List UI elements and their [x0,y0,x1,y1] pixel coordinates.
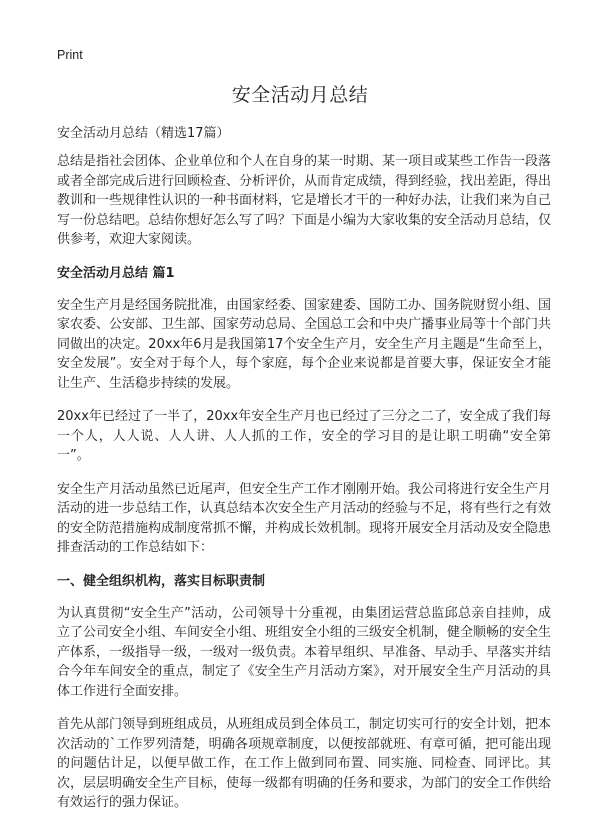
body-paragraph: 为认真贯彻“安全生产”活动，公司领导十分重视，由集团运营总监邱总亲自挂帅，成立了公司安全小组、车间安全小组、班组安全小组的三级安全机制，健全顺畅的安全生产体系，一级指导一级，一级对一级负责。本着早组织、早准备、早动手、早落实并结合今年车间安全的重点，制定了《安全生产月活动方案》，对开展安全生产月活动的具体工作进行全面安排。 [57,605,552,699]
print-link[interactable]: Print [57,48,83,62]
body-paragraph: 20xx年已经过了一半了，20xx年安全生产月也已经过了三分之二了，安全成了我们每一个人，人人说、人人讲、人人抓的工作，安全的学习目的是让职工明确“安全第一”。 [57,409,551,463]
sub-heading: 一、健全组织机构，落实目标职责制 [57,573,266,589]
section-heading: 安全活动月总结 篇1 [57,265,175,281]
body-paragraph: 安全生产月是经国务院批准，由国家经委、国家建委、国防工办、国务院财贸小组、国家农委、公安部、卫生部、国家劳动总局、全国总工会和中央广播事业局等十个部门共同做出的决定。20xx年6月是我国第17个安全生产月，安全生产月主题是“生命至上，安全发展”。安全对于每个人，每个家庭，每个企业来说都是首要大事，保证安全才能让生产、生活稳步持续的发展。 [57,297,552,391]
document-body [57,152,551,827]
document-subtitle: 安全活动月总结（精选17篇） [57,126,230,141]
page-title: 安全活动月总结 [231,84,369,106]
body-paragraph: 首先从部门领导到班组成员，从班组成员到全体员工，制定切实可行的安全计划，把本次活动的`工作罗列清楚，明确各项规章制度，以便按部就班、有章可循，把可能出现的问题估计足，以便早做工作，在工作上做到同布置、同实施、同检查、同评比。其次，层层明确安全生产目标，使每一级都有明确的任务和要求，为部门的安全工作供给有效运行的强力保证。 [57,717,552,810]
intro-paragraph: 总结是指社会团体、企业单位和个人在自身的某一时期、某一项目或某些工作告一段落或者全部完成后进行回顾检查、分析评价，从而肯定成绩，得到经验，找出差距，得出教训和一些规律性认识的一种书面材料，它是增长才干的一种好办法，让我们来为自己写一份总结吧。总结你想好怎么写了吗？下面是小编为大家收集的安全活动月总结，仅供参考，欢迎大家阅读。 [57,154,552,247]
body-paragraph: 安全生产月活动虽然已近尾声，但安全生产工作才刚刚开始。我公司将进行安全生产月活动的进一步总结工作，认真总结本次安全生产月活动的经验与不足，将有些行之有效的安全防范措施构成制度常抓不懈，并构成长效机制。现将开展安全月活动及安全隐患排查活动的工作总结如下： [57,481,552,555]
